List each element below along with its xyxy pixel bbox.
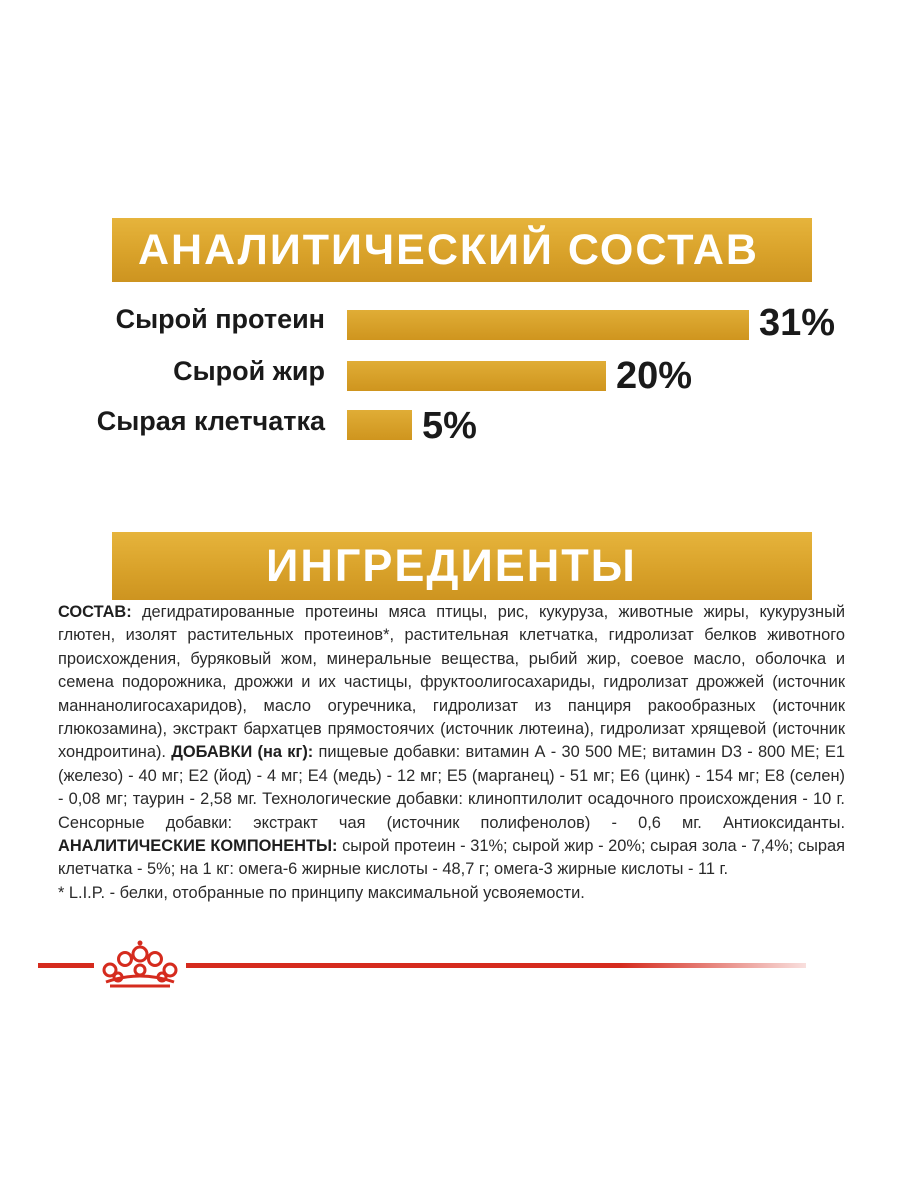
stat-label: Сырой жир	[173, 356, 325, 386]
composition-body: дегидратированные протеины мяса птицы, рис, кукуруза, животные жиры, кукурузный глютен, изолят растительных протеинов*, растительная клетчатка, гидролизат белков животного происхождения, буряковый жом, минеральные вещества, рыбий жир, соевое масло, оболочка и семена подорожника, дрожжи и их частицы, фруктоолигосахариды, гидролизат дрожжей (источник маннанолигосахаридов), масло огуречника, гидролизат из панциря ракообразных (источник глюкозамина), экстракт бархатцев прямостоячих (источник лютеина), гидролизат хрящевой (источник хондроитина).	[58, 603, 845, 762]
crown-logo-icon	[96, 940, 184, 988]
composition-text	[58, 601, 845, 905]
additives-heading: ДОБАВКИ (на кг):	[171, 743, 314, 762]
stat-bar	[347, 361, 606, 391]
stat-value: 20%	[616, 355, 693, 397]
stat-label: Сырой протеин	[115, 304, 325, 334]
additives-body: пищевые добавки: витамин А - 30 500 МЕ; витамин D3 - 800 МЕ; Е1 (железо) - 40 мг; Е2 (йод) - 4 мг; Е4 (медь) - 12 мг; Е5 (марганец) - 51 мг; Е6 (цинк) - 154 мг; Е8 (селен) - 0,08 мг; таурин - 2,58 мг. Технологические добавки: клиноптилолит осадочного происхождения - 10 г. Сенсорные добавки: экстракт чая (источник полифенолов) - 0,6 мг. Антиоксиданты.	[58, 743, 846, 832]
analytic-title: АНАЛИТИЧЕСКИЙ СОСТАВ	[138, 225, 759, 274]
stat-bar	[347, 410, 412, 440]
ingredients-title: ИНГРЕДИЕНТЫ	[266, 540, 637, 591]
footnote: * L.I.P. - белки, отобранные по принципу максимальной усвояемости.	[58, 883, 585, 902]
stat-label: Сырая клетчатка	[96, 406, 325, 436]
stat-value: 31%	[759, 302, 836, 344]
brand-rule-left	[38, 963, 94, 968]
analytic-banner	[112, 218, 812, 282]
stat-bar	[347, 310, 749, 340]
analytic-components-body: сырой протеин - 31%; сырой жир - 20%; сырая зола - 7,4%; сырая клетчатка - 5%; на 1 кг: омега-6 жирные кислоты - 48,7 г; омега-3 жирные кислоты - 11 г.	[58, 837, 845, 879]
analytic-components-heading: АНАЛИТИЧЕСКИЕ КОМПОНЕНТЫ:	[58, 837, 338, 856]
stat-value: 5%	[422, 405, 477, 447]
composition-heading: СОСТАВ:	[58, 603, 132, 621]
brand-rule-right	[186, 963, 806, 968]
ingredients-banner	[112, 532, 812, 600]
